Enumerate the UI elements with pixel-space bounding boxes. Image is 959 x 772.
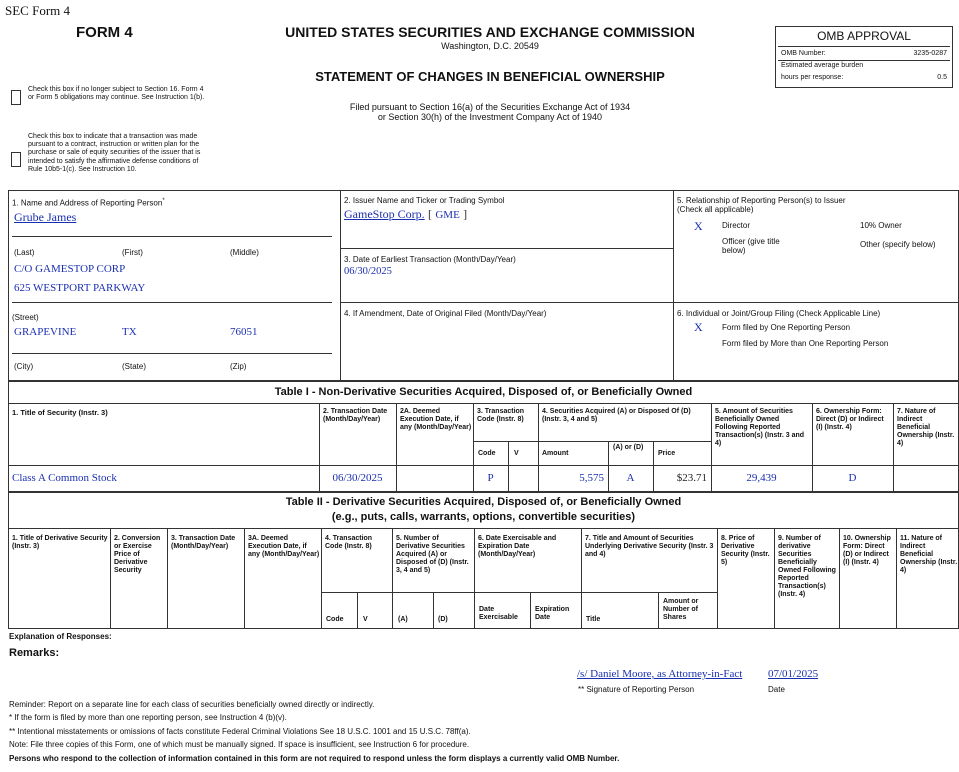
no-longer-subject-checkbox[interactable] bbox=[11, 90, 21, 105]
omb-title: OMB APPROVAL bbox=[817, 29, 911, 43]
t1-row-code: P bbox=[487, 472, 494, 484]
one-person-label: Form filed by One Reporting Person bbox=[722, 323, 851, 332]
more-persons-label: Form filed by More than One Reporting Person bbox=[722, 339, 889, 348]
t1-row-form: D bbox=[848, 472, 857, 484]
t1-col-form: 6. Ownership Form: Direct (D) or Indirect (I) (Instr. 4) bbox=[816, 408, 884, 431]
amendment-label: 4. If Amendment, Date of Original Filed (Month/Day/Year) bbox=[344, 309, 547, 318]
t1-col-code: 3. Transaction Code (Instr. 8) bbox=[477, 408, 525, 423]
footer-multiple-persons: * If the form is filed by more than one reporting person, see Instruction 4 (b)(v). bbox=[9, 713, 287, 722]
state-label: (State) bbox=[122, 362, 147, 371]
t1-row-aord: A bbox=[626, 472, 635, 484]
agency-name: UNITED STATES SECURITIES AND EXCHANGE COMMISSION bbox=[285, 24, 695, 40]
relationship-label: 5. Relationship of Reporting Person(s) to Issuer bbox=[677, 196, 846, 205]
footer-omb-notice: Persons who respond to the collection of information contained in this form are not required to respond unless the form displays a currently valid OMB Number. bbox=[9, 754, 620, 763]
t1-col-date: 2. Transaction Date (Month/Day/Year) bbox=[323, 408, 388, 423]
zip-value: 76051 bbox=[230, 326, 258, 338]
no-longer-subject-text: Check this box if no longer subject to Section 16. Form 4 or Form 5 obligations may continue. See Instruction 1(b). bbox=[28, 86, 205, 101]
signature-date: 07/01/2025 bbox=[768, 668, 819, 680]
rule-10b5-checkbox[interactable] bbox=[11, 152, 21, 167]
t1-col-owned: 5. Amount of Securities Beneficially Owned Following Reported Transaction(s) (Instr. 3 and 4) bbox=[715, 408, 805, 447]
t2-sub-a: (A) bbox=[398, 616, 408, 623]
signature-label: ** Signature of Reporting Person bbox=[578, 685, 695, 694]
t1-row-title: Class A Common Stock bbox=[12, 472, 117, 484]
omb-hours-value: 0.5 bbox=[937, 74, 947, 81]
statement-title: STATEMENT OF CHANGES IN BENEFICIAL OWNERSHIP bbox=[315, 69, 665, 84]
t2-sub-expiration: Expiration Date bbox=[535, 606, 570, 621]
footer-misstatements: ** Intentional misstatements or omissions of facts constitute Federal Criminal Violations See 18 U.S.C. 1001 and 15 U.S.C. 78ff(a). bbox=[9, 727, 471, 736]
middle-name-label: (Middle) bbox=[230, 248, 259, 257]
address-line2: 625 WESTPORT PARKWAY bbox=[14, 282, 146, 294]
address-line1: C/O GAMESTOP CORP bbox=[14, 263, 126, 275]
remarks-label: Remarks: bbox=[9, 647, 60, 659]
t1-row-date: 06/30/2025 bbox=[332, 472, 383, 484]
city-value: GRAPEVINE bbox=[14, 326, 77, 338]
zip-label: (Zip) bbox=[230, 362, 247, 371]
t2-col-conversion: 2. Conversion or Exercise Price of Derivative Security bbox=[114, 535, 161, 574]
table-2-title: Table II - Derivative Securities Acquired, Disposed of, or Beneficially Owned bbox=[285, 496, 682, 508]
t2-col-owned: 9. Number of derivative Securities Beneficially Owned Following Reported Transaction(s) (Instr. 4) bbox=[778, 535, 836, 598]
omb-number-label: OMB Number: bbox=[781, 50, 826, 57]
omb-hours-label: hours per response: bbox=[781, 74, 844, 81]
filed-pursuant-line2: or Section 30(h) of the Investment Company Act of 1940 bbox=[377, 112, 603, 122]
reporting-person-label: 1. Name and Address of Reporting Person* bbox=[12, 198, 165, 208]
issuer-label: 2. Issuer Name and Ticker or Trading Symbol bbox=[344, 196, 505, 205]
t2-sub-v: V bbox=[363, 616, 368, 623]
omb-approval-box bbox=[775, 26, 953, 88]
issuer-name-line: GameStop Corp. [ GME ] bbox=[344, 207, 468, 221]
omb-number-value: 3235-0287 bbox=[913, 50, 947, 57]
street-label: (Street) bbox=[12, 313, 39, 322]
last-name-label: (Last) bbox=[14, 248, 35, 257]
t2-sub-d: (D) bbox=[438, 616, 448, 623]
rule-10b5-text: Check this box to indicate that a transaction was made pursuant to a contract, instruction or written plan for the purchase or sale of equity securities of the issuer that is intended to satisfy the affirmative defense conditions of Rule 10b5-1(c). See Instruction 10. bbox=[28, 133, 201, 173]
t1-sub-amount: Amount bbox=[542, 450, 569, 457]
t1-col-nature: 7. Nature of Indirect Beneficial Ownership (Instr. 4) bbox=[897, 408, 955, 447]
page-header: SEC Form 4 bbox=[5, 3, 71, 18]
t2-col-code: 4. Transaction Code (Instr. 8) bbox=[325, 535, 373, 550]
form-title: FORM 4 bbox=[76, 24, 133, 41]
director-label: Director bbox=[722, 221, 751, 230]
officer-label-sub: below) bbox=[722, 246, 746, 255]
signature-date-label: Date bbox=[768, 685, 785, 694]
t2-col-date: 3. Transaction Date (Month/Day/Year) bbox=[171, 535, 236, 550]
ten-pct-owner-label: 10% Owner bbox=[860, 221, 902, 230]
t2-col-nature: 11. Nature of Indirect Beneficial Ownership (Instr. 4) bbox=[900, 535, 958, 574]
t1-row-price: $23.71 bbox=[676, 472, 707, 484]
t1-row-amount: 5,575 bbox=[579, 472, 604, 484]
other-label: Other (specify below) bbox=[860, 240, 936, 249]
agency-location: Washington, D.C. 20549 bbox=[441, 41, 539, 51]
city-label: (City) bbox=[14, 362, 34, 371]
first-name-label: (First) bbox=[122, 248, 143, 257]
issuer-ticker: GME bbox=[435, 209, 460, 221]
filing-type-label: 6. Individual or Joint/Group Filing (Check Applicable Line) bbox=[677, 309, 881, 318]
filed-pursuant-line1: Filed pursuant to Section 16(a) of the Securities Exchange Act of 1934 bbox=[349, 102, 631, 112]
footer-reminder: Reminder: Report on a separate line for each class of securities beneficially owned directly or indirectly. bbox=[9, 700, 375, 709]
issuer-name-link[interactable]: GameStop Corp. bbox=[344, 207, 425, 221]
t2-col-title: 1. Title of Derivative Security (Instr. 3) bbox=[12, 535, 108, 550]
t1-col-deemed: 2A. Deemed Execution Date, if any (Month/Day/Year) bbox=[400, 408, 472, 431]
footer-note: Note: File three copies of this Form, one of which must be manually signed. If space is insufficient, see Instruction 6 for procedure. bbox=[9, 740, 470, 749]
t2-col-underlying: 7. Title and Amount of Securities Underlying Derivative Security (Instr. 3 and 4) bbox=[585, 535, 714, 558]
state-value: TX bbox=[122, 326, 137, 338]
t1-sub-code: Code bbox=[478, 450, 496, 457]
director-mark[interactable]: X bbox=[694, 219, 703, 233]
t1-col-acquired: 4. Securities Acquired (A) or Disposed Of (D) (Instr. 3, 4 and 5) bbox=[542, 408, 691, 423]
t2-col-deemed: 3A. Deemed Execution Date, if any (Month/Day/Year) bbox=[248, 535, 320, 558]
t2-col-exercisable: 6. Date Exercisable and Expiration Date (Month/Day/Year) bbox=[478, 535, 557, 558]
t1-sub-v: V bbox=[514, 450, 519, 457]
t2-sub-code: Code bbox=[326, 616, 344, 623]
t2-col-price: 8. Price of Derivative Security (Instr. 5) bbox=[721, 535, 770, 566]
t2-col-number: 5. Number of Derivative Securities Acquired (A) or Disposed of (D) (Instr. 3, 4 and 5) bbox=[396, 535, 469, 574]
signature-name[interactable]: /s/ Daniel Moore, as Attorney-in-Fact bbox=[577, 668, 743, 680]
omb-burden-label: Estimated average burden bbox=[781, 62, 864, 69]
t1-sub-price: Price bbox=[658, 450, 676, 457]
t2-col-form: 10. Ownership Form: Direct (D) or Indirect (I) (Instr. 4) bbox=[843, 535, 891, 566]
earliest-transaction-label: 3. Date of Earliest Transaction (Month/Day/Year) bbox=[344, 255, 516, 264]
officer-label: Officer (give title bbox=[722, 237, 780, 246]
table-2-subtitle: (e.g., puts, calls, warrants, options, convertible securities) bbox=[331, 511, 636, 523]
t2-sub-title: Title bbox=[586, 616, 601, 623]
t1-sub-aord: (A) or (D) bbox=[613, 444, 644, 451]
t2-sub-amount: Amount or Number of Shares bbox=[663, 598, 699, 621]
one-person-mark[interactable]: X bbox=[694, 320, 703, 334]
earliest-transaction-value: 06/30/2025 bbox=[344, 266, 392, 277]
relationship-label-sub: (Check all applicable) bbox=[677, 205, 754, 214]
t2-sub-exercisable: Date Exercisable bbox=[479, 606, 518, 621]
reporting-person-name[interactable]: Grube James bbox=[14, 210, 77, 224]
explanation-label: Explanation of Responses: bbox=[9, 632, 112, 641]
table-1-title: Table I - Non-Derivative Securities Acquired, Disposed of, or Beneficially Owned bbox=[274, 386, 693, 398]
t1-col-title: 1. Title of Security (Instr. 3) bbox=[12, 408, 108, 417]
t1-row-owned: 29,439 bbox=[746, 472, 777, 484]
